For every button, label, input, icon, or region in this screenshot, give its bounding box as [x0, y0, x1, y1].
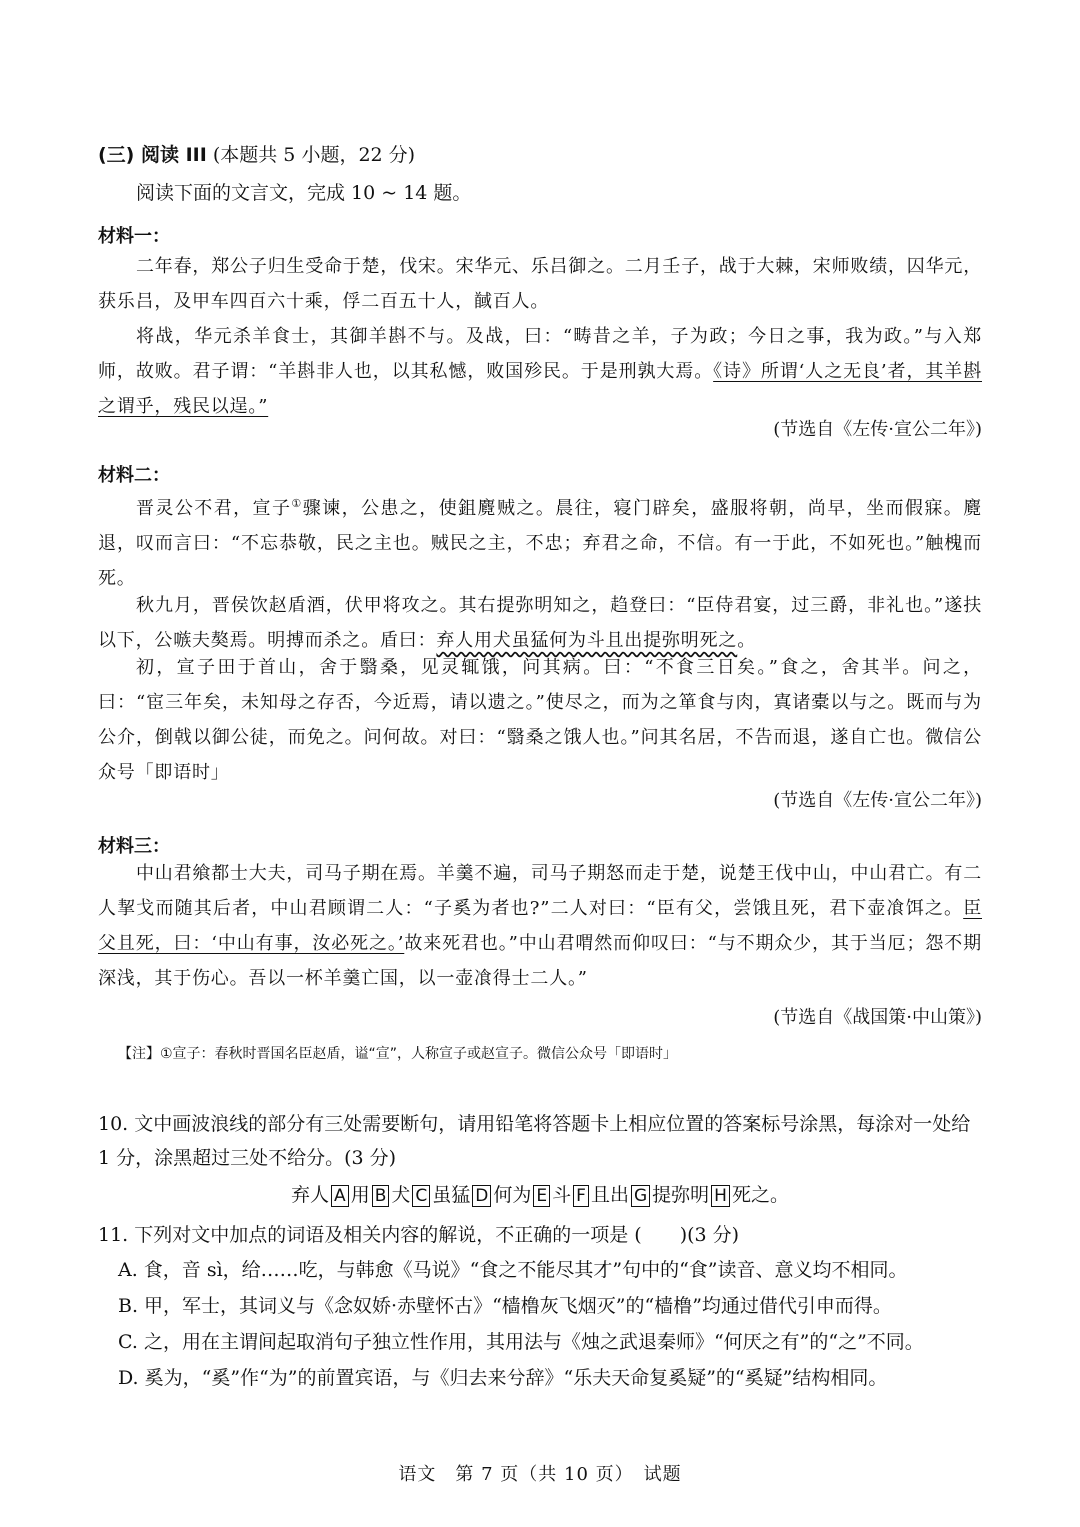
page-footer: 语文 第 7 页（共 10 页） 试题	[398, 1464, 682, 1485]
segment: 提弥明	[652, 1184, 710, 1206]
segment: 虽猛	[432, 1184, 471, 1206]
segment: 死之。	[731, 1184, 789, 1206]
answer-box-b[interactable]: B	[372, 1185, 390, 1207]
question-11-stem: 11. 下列对文中加点的词语及相关内容的解说，不正确的一项是 ( )(3 分)	[98, 1224, 740, 1246]
footnote: 【注】①宣子：春秋时晋国名臣赵盾，谥“宣”，人称宣子或赵宣子。微信公众号「即语时」	[118, 1046, 678, 1062]
material-3-paragraph-1	[98, 856, 982, 996]
material-2-text: 晋灵公不君，宣子	[136, 498, 292, 519]
material-1-heading: 材料一：	[98, 226, 170, 247]
material-2-paragraph-3: 初，宣子田于首山，舍于翳桑，见灵辄饿，问其病。曰：“不食三日矣。”食之，舍其半。问之，曰：“宦三年矣，未知母之存否，今近焉，请以遗之。”使尽之，而为之箪食与肉，寘诸橐以与之。既而与为公介，倒戟以御公徒，而免之。问何故。对曰：“翳桑之饿人也。”问其名居，不告而退，遂自亡也。微信公众号「即语时」	[98, 657, 982, 783]
section-label: (三) 阅读 III	[98, 144, 207, 166]
segment: 犬	[391, 1184, 411, 1206]
material-3-text: 故来死君也。”中山君喟然而仰叹曰：“与不期众少，其于当厄；怨不期深浅，其于伤心。吾以一杯羊羹亡国，以一壶飡得士二人。”	[98, 933, 982, 989]
question-10: 10. 文中画波浪线的部分有三处需要断句，请用铅笔将答题卡上相应位置的答案标号涂黑，每涂对一处给 1 分，涂黑超过三处不给分。(3 分)	[98, 1113, 971, 1169]
answer-box-e[interactable]: E	[533, 1185, 550, 1207]
material-3-source: (节选自《战国策·中山策》)	[773, 1007, 982, 1028]
underlined-sentence: 《诗》所谓‘人之无良’者，其羊斟之谓乎，残民以逞。”	[98, 361, 982, 417]
answer-box-a[interactable]: A	[331, 1185, 349, 1207]
instruction: 阅读下面的文言文，完成 10 ~ 14 题。	[136, 182, 472, 204]
segment: 何为	[493, 1184, 532, 1206]
underlined-sentence: 臣父且死，曰：‘中山有事，汝必死之。’	[98, 898, 982, 954]
segment: 斗	[552, 1184, 572, 1206]
answer-box-f[interactable]: F	[573, 1185, 589, 1207]
period: 。	[737, 630, 757, 651]
answer-box-g[interactable]: G	[631, 1185, 650, 1207]
section-points: (本题共 5 小题，22 分)	[212, 144, 416, 166]
material-2-paragraph-1	[98, 486, 982, 596]
option-a: A. 食，音 sì，给……吃，与韩愈《马说》“食之不能尽其才”句中的“食”读音、意义均不相同。	[118, 1259, 908, 1281]
section-heading	[98, 140, 982, 167]
option-d: D. 奚为，“奚”作“为”的前置宾语，与《归去来兮辞》“乐夫天命复奚疑”的“奚疑”结构相同。	[118, 1367, 888, 1389]
answer-box-h[interactable]: H	[711, 1185, 730, 1207]
wavy-underlined-sentence: 弃人用犬虽猛何为斗且出提弥明死之	[436, 630, 738, 651]
material-1-paragraph-1: 二年春，郑公子归生受命于楚，伐宋。宋华元、乐吕御之。二月壬子，战于大棘，宋师败绩，囚华元，获乐吕，及甲车四百六十乘，俘二百五十人，馘百人。	[98, 256, 982, 312]
material-2-text: 骤谏，公患之，使鉏麑贼之。晨往，寝门辟矣，盛服将朝，尚早，坐而假寐。麑退，叹而言曰：“不忘恭敬，民之主也。贼民之主，不忠；弃君之命，不信。有一于此，不如死也。”触槐而死。	[98, 498, 983, 589]
material-2-source: (节选自《左传·宣公二年》)	[773, 790, 982, 811]
question-10-sentence	[98, 1180, 982, 1207]
material-2-text: 秋九月，晋侯饮赵盾酒，伏甲将攻之。其右提弥明知之，趋登曰：“臣侍君宴，过三爵，非礼也。”遂扶以下，公嗾夫獒焉。明搏而杀之。盾曰：	[98, 595, 982, 651]
answer-box-c[interactable]: C	[412, 1185, 430, 1207]
option-b: B. 甲，军士，其词义与《念奴娇·赤壁怀古》“樯橹灰飞烟灭”的“樯橹”均通过借代引申而得。	[118, 1295, 892, 1317]
material-2-heading: 材料二：	[98, 465, 170, 486]
option-c: C. 之，用在主谓间起取消句子独立性作用，其用法与《烛之武退秦师》“何厌之有”的“之”不同。	[118, 1331, 924, 1353]
material-1-paragraph-2	[98, 319, 982, 424]
material-1-source: (节选自《左传·宣公二年》)	[773, 419, 982, 440]
segment: 且出	[590, 1184, 629, 1206]
material-3-text: 中山君飨都士大夫，司马子期在焉。羊羹不遍，司马子期怒而走于楚，说楚王伐中山，中山君亡。有二人挈戈而随其后者，中山君顾谓二人：“子奚为者也?”二人对曰：“臣有父，尝饿且死，君下壶飡饵之。	[98, 863, 982, 919]
answer-box-d[interactable]: D	[472, 1185, 491, 1207]
footnote-marker: ①	[291, 497, 303, 510]
segment: 弃人	[291, 1184, 330, 1206]
material-1-text: 将战，华元杀羊食士，其御羊斟不与。及战，曰：“畴昔之羊，子为政；今日之事，我为政。”与入郑师，故败。君子谓：“羊斟非人也，以其私憾，败国殄民。于是刑孰大焉。	[98, 326, 982, 382]
material-2-paragraph-2	[98, 588, 982, 658]
segment: 用	[350, 1184, 370, 1206]
material-3-heading: 材料三：	[98, 836, 170, 857]
